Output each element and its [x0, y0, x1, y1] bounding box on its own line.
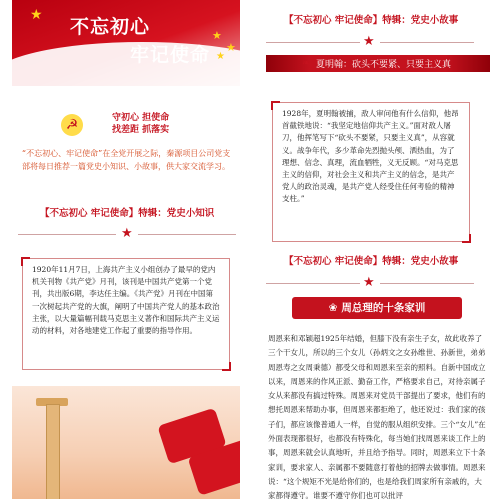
divider-left — [266, 42, 360, 43]
star-icon: ★ — [226, 41, 236, 54]
intro-text: “不忘初心、牢记使命”在全党开展之际，秦源项目公司党支部将每日推荐一篇党史小知识、小故事，供大家交流学习。 — [22, 149, 231, 171]
star-icon: ★ — [216, 51, 225, 62]
star-icon: ★ — [30, 7, 43, 23]
banner-title-line1: 不忘初心 — [70, 16, 151, 38]
section-title-story-2: 【不忘初心 牢记使命】特辑：党史小故事 — [284, 256, 459, 267]
story-text: 1928年，夏明翰被捕，敌人审问他有什么信仰，他昂首截铁地说：“我坚定地信仰共产主义。”面对敌人屠刀，他挥笔写下“砍头不要紧，只要主义真”，从容就义。战争年代，多少革命先烈抛头颅、洒热血，为了理想、信念、真理，流血牺牲，义无反顾。“对马克思主义的信仰，对社会主义和共产主义的信念，是共产党人的政治灵魂，是共产党人经受住任何考验的精神支柱。” — [282, 109, 459, 204]
divider-right — [380, 283, 474, 284]
flower-icon: ❀ — [328, 302, 338, 314]
story-box — [272, 102, 470, 242]
family-rules-text: 周恩来和邓颖超1925年结婚，但膝下没有亲生子女，故此收养了三个干女儿，所以的三个女儿（孙炳文之女孙维世、孙新世，弟弟周恩寿之女周秉德）都受父母和周恩来至亲的照料。自新中国成立以来，周恩来的作风正派、勤奋工作，严格要求自己，对待亲属子女从来都没有搞过特殊。周恩来对党员干部提出了要求，他们有的想托周恩来帮助办事，但周恩来都拒绝了，他还说过：我们家的孩子们，都应该像普通人一样，自觉的服从组织安排。三个“女儿”在外面表现都很好，也都没有特殊化，每当她们找周恩来谈工作上的事，周恩来就会认真地听，并且给予指导。同时，周恩来立下十条家训，要求家人、亲属都不要随意打着他的招牌去做事情。周恩来说：“这个规矩不光是给你们的，也是给我们周家所有亲戚的，大家都得遵守。谁要不遵守你们也可以批评 — [268, 334, 486, 501]
family-rules-title — [292, 297, 462, 319]
right-column — [252, 0, 500, 499]
knowledge-box — [22, 258, 230, 370]
tiananmen-illustration — [12, 386, 240, 499]
divider-right — [138, 234, 236, 235]
divider-left — [18, 234, 116, 235]
star-icon: ★ — [363, 275, 375, 290]
motto-line2: 找差距 抓落实 — [112, 125, 170, 135]
section-title-knowledge: 【不忘初心 牢记使命】特辑：党史小知识 — [40, 208, 215, 219]
leaf-icon: ❧ — [302, 58, 311, 69]
huabiao-pillar — [46, 404, 60, 499]
left-column — [0, 0, 250, 499]
header-banner — [12, 0, 240, 86]
divider-right — [380, 42, 474, 43]
divider-left — [266, 283, 360, 284]
section-title-story: 【不忘初心 牢记使命】特辑：党史小故事 — [284, 15, 459, 26]
motto — [112, 112, 169, 136]
party-emblem-icon: ☭ — [61, 114, 83, 136]
star-icon: ★ — [121, 226, 133, 241]
banner-title-line2: 牢记使命 — [130, 44, 211, 66]
family-rules-title-text: 周总理的十条家训 — [341, 302, 426, 314]
knowledge-text: 1920年11月7日，上海共产主义小组创办了最早的党内机关刊物《共产党》月刊，该刊是中国共产党第一个党刊，共出版6期，李达任主编。《共产党》月刊在中国第一次树起共产党的大旗，阐明了中国共产党人的基本政治主张，以大量篇幅刊载马克思主义著作和国际共产主义运动的材料，对各地建党工作起了重要的指导作用。 — [32, 265, 220, 336]
ribbon-text: 夏明翰：砍头不要紧、只要主义真 — [316, 60, 452, 70]
star-icon: ★ — [363, 34, 375, 49]
motto-line1: 守初心 担使命 — [112, 113, 170, 123]
star-icon: ★ — [212, 29, 222, 42]
